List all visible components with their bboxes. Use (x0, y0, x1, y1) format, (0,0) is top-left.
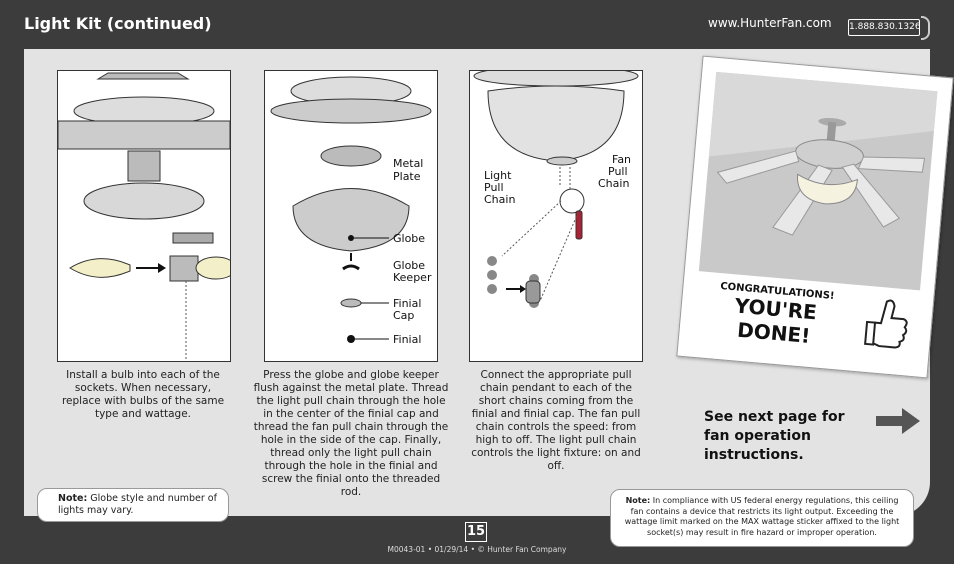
thumbs-up-icon (861, 294, 914, 354)
congrats-big: YOU'RE DONE! (733, 293, 818, 348)
label-fan-pull-3: Chain (598, 177, 630, 190)
step-2-illustration (264, 70, 438, 362)
photo-frame (676, 56, 953, 379)
ceiling-fan-photo (699, 72, 938, 291)
step-1-illustration (57, 70, 231, 362)
note-left-label: Note: (58, 493, 88, 504)
header-title: Light Kit (continued) (24, 14, 212, 33)
label-globe-keeper: Globe (393, 259, 426, 272)
label-globe: Globe (393, 232, 426, 245)
label-finial-cap: Finial (393, 297, 422, 310)
header-phone: 1.888.830.1326 (848, 19, 920, 36)
label-fan-pull-2: Pull (608, 165, 628, 178)
step-1-text: Install a bulb into each of the sockets. When necessary, replace with bulbs of the same type and wattage. (61, 369, 225, 420)
see-next-page: See next page for fan operation instructions. (704, 409, 845, 463)
label-fan-pull: Fan (612, 153, 632, 166)
header-url[interactable]: www.HunterFan.com (708, 16, 832, 30)
label-metal-plate-2: Plate (393, 170, 421, 183)
label-metal-plate: Metal (393, 157, 424, 170)
label-globe-keeper-2: Keeper (393, 271, 432, 284)
page-number: 15 (465, 522, 487, 542)
note-left (37, 488, 229, 522)
congrats-small: CONGRATULATIONS! (719, 281, 835, 302)
label-light-pull-3: Chain (484, 193, 516, 206)
note-right (610, 489, 914, 547)
footer-text: M0043-01 • 01/29/14 • © Hunter Fan Company (387, 545, 567, 554)
note-right-label: Note: (625, 496, 651, 505)
label-finial: Finial (393, 333, 422, 346)
step-2-text: Press the globe and globe keeper flush against the metal plate. Thread the light pull chain through the hole in the center of the finial cap and thread the fan pull chain through the hole in the side of the cap. Finally, thread only the light pull chain through the hole in the finial and screw the finial onto the threaded rod. (253, 369, 449, 498)
label-finial-cap-2: Cap (393, 309, 415, 322)
note-left-text: Globe style and number of lights may vary. (58, 493, 217, 516)
note-right-text: In compliance with US federal energy regulations, this ceiling fan contains a device that restricts its light output. Exceeding the wattage limit marked on the MAX wattage sticker affixed to the light socket(s) may result in fire hazard or improper operation. (624, 496, 900, 537)
step-3-illustration (469, 70, 643, 362)
arrow-right-icon (876, 406, 920, 436)
phone-icon (921, 16, 930, 40)
label-light-pull-2: Pull (484, 181, 504, 194)
label-light-pull: Light (484, 169, 512, 182)
step-3-text: Connect the appropriate pull chain pendant to each of the short chains coming from the finial and finial cap. The fan pull chain controls the speed: from high to off. The light pull chain controls the light fixture: on and off. (471, 369, 641, 472)
